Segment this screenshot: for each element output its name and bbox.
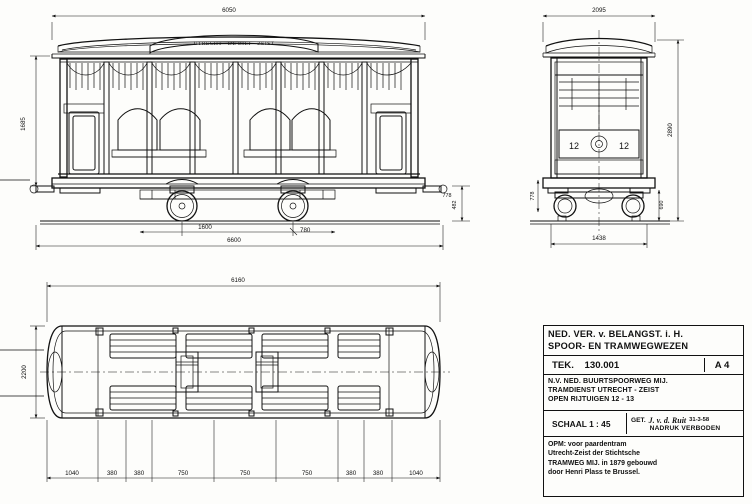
dim-wheel-diameter: 780 — [300, 227, 311, 234]
front-number-right: 12 — [618, 141, 630, 151]
company-line-1: N.V. NED. BUURTSPOORWEG MIJ. — [548, 377, 668, 385]
tek-number: 130.001 — [584, 359, 620, 371]
dim-plan-b3: 380 — [133, 470, 145, 477]
dim-plan-b7: 380 — [345, 470, 357, 477]
tek-label: TEK. — [552, 359, 574, 371]
dim-front-bottom: 1438 — [592, 235, 606, 242]
dim-plan-b1: 1040 — [65, 470, 79, 477]
title-block-remarks — [544, 437, 743, 480]
title-block-drawing-number — [544, 356, 743, 375]
scale-label: SCHAAL 1 : 45 — [552, 418, 611, 429]
banner-text: UTRECHT - DE BILT - ZEIST — [193, 41, 275, 47]
dim-front-small-left: 778 — [530, 191, 536, 201]
remark-line-1: OPM: voor paardentram — [548, 441, 627, 448]
dim-front-height: 2890 — [667, 123, 674, 137]
title-block-org — [544, 326, 743, 356]
title-block-scale — [544, 411, 743, 437]
front-number-left: 12 — [568, 141, 580, 151]
dim-plan-b2: 380 — [106, 470, 118, 477]
org-line-2: SPOOR- EN TRAMWEGWEZEN — [548, 341, 689, 351]
dim-plan-b5: 750 — [239, 470, 251, 477]
copyright-notice: NADRUK VERBODEN — [649, 424, 721, 432]
dim-side-height: 1685 — [20, 117, 27, 131]
dim-plan-b9: 1040 — [409, 470, 423, 477]
remark-line-4: door Henri Plass te Brussel. — [548, 469, 640, 477]
company-line-3: OPEN RIJTUIGEN 12 - 13 — [548, 395, 635, 404]
dim-wheelbase: 1600 — [198, 224, 212, 231]
remark-line-3: TRAMWEG MIJ. in 1879 gebouwd — [548, 459, 658, 467]
company-line-2: TRAMDIENST UTRECHT - ZEIST — [548, 386, 660, 395]
get-label: GET. — [631, 416, 646, 424]
side-wheels — [167, 191, 308, 221]
dim-side-overall: 6600 — [227, 237, 241, 244]
side-elevation — [20, 7, 470, 250]
sheet-format: A 4 — [704, 358, 739, 372]
dim-front-small-right: 690 — [659, 200, 665, 210]
front-elevation — [530, 7, 684, 248]
dim-side-small-bottom: 482 — [452, 200, 458, 210]
dim-side-small-top: 778 — [442, 193, 452, 199]
plan-view — [21, 277, 450, 482]
dim-plan-width: 2200 — [21, 365, 28, 379]
dim-plan-top: 6160 — [231, 277, 245, 284]
signature: J. v. d. Ruit — [648, 415, 687, 425]
remark-line-2: Utrecht-Zeist der Stichtsche — [548, 450, 640, 458]
title-block — [543, 325, 744, 497]
dim-front-top: 2095 — [592, 7, 606, 14]
title-block-company — [544, 375, 743, 411]
dim-plan-b4: 750 — [177, 470, 189, 477]
dim-side-top: 6050 — [222, 7, 236, 14]
dim-plan-b8: 380 — [372, 470, 384, 477]
date: 31-3-58 — [689, 417, 710, 423]
org-line-1: NED. VER. v. BELANGST. i. H. — [548, 329, 684, 339]
dim-plan-b6: 750 — [301, 470, 313, 477]
